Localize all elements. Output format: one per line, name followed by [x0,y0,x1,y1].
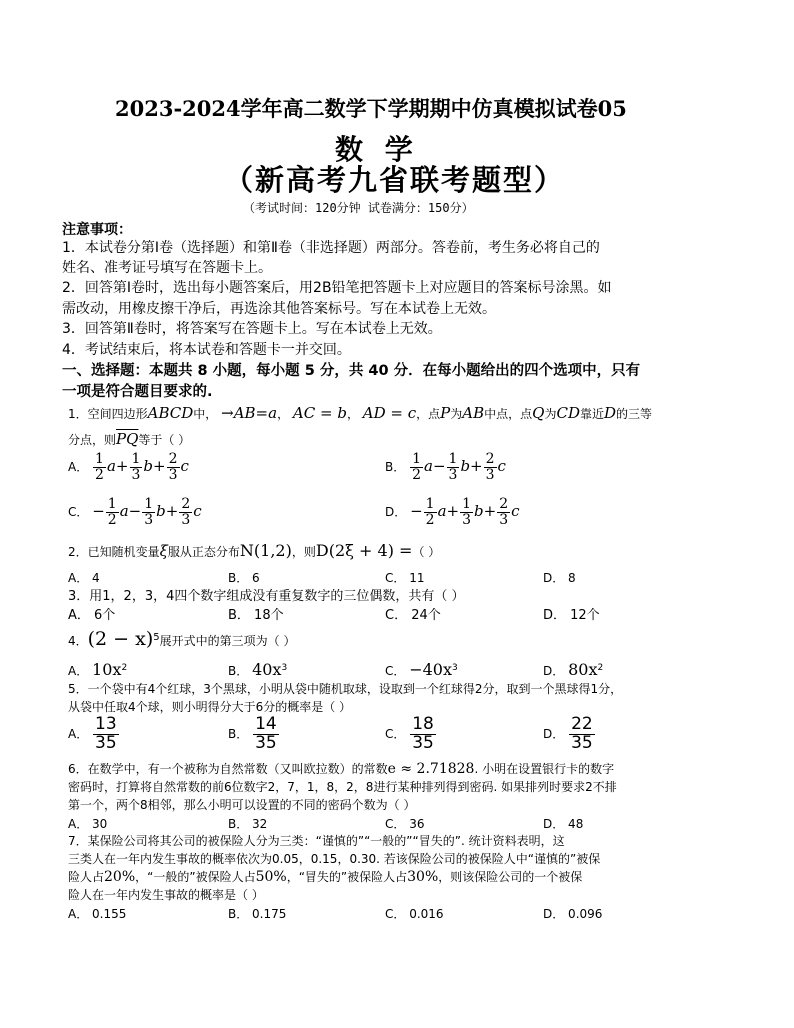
q1-option-a[interactable]: A． $\frac{1}{2}$ a+ $\frac{1}{3}$ b+ $\frac{2}{3}$ c [68,451,189,483]
vector-ac-eq: AC = b [292,404,347,422]
q7-option-a[interactable]: A． 0.155 [68,907,127,921]
q6-option-d[interactable]: D． 48 [543,817,584,831]
q3-option-b[interactable]: B． 18个 [228,608,284,623]
q5-option-a[interactable]: A． $\frac{13}{35}$ [68,714,117,753]
question-6-stem: 6．在数学中，有一个被称为自然常数（又叫欧拉数）的常数e ≈ 2.71828. 小明在设置银行卡的数字 [68,761,615,777]
q6-option-c[interactable]: C． 36 [385,817,425,831]
note-line: 1．本试卷分第Ⅰ卷（选择题）和第Ⅱ卷（非选择题）两部分。答卷前，考生务必将自己的 [62,240,600,256]
question-6-stem-cont: 密码时，打算将自然常数的前6位数字2，7，1，8，2，8进行某种排列得到密码. 如果排列时要求2不排 [68,780,617,794]
q6-option-a[interactable]: A． 30 [68,817,108,831]
exam-info: （考试时间：120分钟 试卷满分：150分） [243,201,474,215]
q4-option-a[interactable]: A． $10x^2$ [68,660,128,679]
q3-option-a[interactable]: A． 6个 [68,608,116,623]
q5-option-d[interactable]: D． $\frac{22}{35}$ [543,714,593,753]
question-1-stem-cont: 分点，则$\overline{PQ}$等于（ ） [68,430,191,448]
q2-option-c[interactable]: C． 11 [385,571,425,585]
question-7-stem: 7．某保险公司将其公司的被保险人分为三类：“谨慎的”“一般的”“冒失的”. 统计资料表明，这 [68,834,565,848]
question-1-stem: 1．空间四边形ABCD中， →AB=a， AC = b， AD = c，点P为AB中点，点Q为CD靠近D的三等 [68,404,653,422]
q1-option-c[interactable]: C． − $\frac{1}{2}$ a− $\frac{1}{3}$ b+ $\frac{2}{3}$ c [68,496,202,528]
question-2-stem: 2．已知随机变量ξ服从正态分布N(1,2)，则D(2ξ + 4) =（ ） [68,541,441,560]
note-line: 3．回答第Ⅱ卷时，将答案写在答题卡上。写在本试卷上无效。 [62,321,442,337]
q7-option-c[interactable]: C． 0.016 [385,907,444,921]
question-7-stem-cont: 三类人在一年内发生事故的概率依次为0.05，0.15，0.30. 若该保险公司的被保险人中“谨慎的”被保 [68,852,601,866]
note-line: 需改动，用橡皮擦干净后，再选涂其他答案标号。写在本试卷上无效。 [62,301,496,317]
q5-option-b[interactable]: B． $\frac{14}{35}$ [228,714,277,753]
question-4-stem: 4．$(2 - x)^5$展开式中的第三项为（ ） [68,628,296,650]
q4-option-b[interactable]: B． $40x^3$ [228,660,288,679]
q1-option-b[interactable]: B． $\frac{1}{2}$ a− $\frac{1}{3}$ b+ $\frac{2}{3}$ c [385,451,506,483]
q2-option-a[interactable]: A． 4 [68,571,100,585]
question-6-stem-cont: 第一个，两个8相邻，那么小明可以设置的不同的密码个数为（ ） [68,798,416,812]
section-heading-cont: 一项是符合题目要求的. [62,384,213,400]
vector-ab-eq: →AB=a [221,404,278,422]
note-line: 4．考试结束后，将本试卷和答题卡一并交回。 [62,342,351,358]
exam-title: 2023-2024学年高二数学下学期期中仿真模拟试卷05 [115,96,627,121]
question-3-stem: 3．用1，2，3，4四个数字组成没有重复数字的三位偶数，共有（ ） [68,589,465,604]
q6-option-b[interactable]: B． 32 [228,817,268,831]
vector-ad-eq: AD = c [362,404,417,422]
note-line: 2．回答第Ⅰ卷时，选出每小题答案后，用2B铅笔把答题卡上对应题目的答案标号涂黑。如 [62,280,612,296]
q2-option-b[interactable]: B． 6 [228,571,260,585]
q4-option-d[interactable]: D． $80x^2$ [543,660,604,679]
q1-option-d[interactable]: D． − $\frac{1}{2}$ a+ $\frac{1}{3}$ b+ $\frac{2}{3}$ c [385,496,520,528]
q7-option-d[interactable]: D． 0.096 [543,907,603,921]
question-7-stem-cont: 险人在一年内发生事故的概率是（ ） [68,888,264,902]
q3-option-d[interactable]: D． 12个 [543,608,600,623]
q3-option-c[interactable]: C． 24个 [385,608,441,623]
q4-option-c[interactable]: C． $-40x^3$ [385,660,458,679]
q5-option-c[interactable]: C． $\frac{18}{35}$ [385,714,434,753]
q7-option-b[interactable]: B． 0.175 [228,907,287,921]
section-heading: 一、选择题：本题共 8 小题，每小题 5 分，共 40 分．在每小题给出的四个选项中，只有 [62,363,641,379]
question-5-stem-cont: 从袋中任取4个球，则小明得分大于6分的概率是（ ） [68,700,352,714]
exam-type-title: （新高考九省联考题型） [224,163,566,197]
subject-title: 数 学 [335,133,419,166]
notes-heading: 注意事项： [62,222,132,238]
question-7-stem-cont: 险人占20%，“一般的”被保险人占50%，“冒失的”被保险人占30%，则该保险公司的一个被保 [68,869,583,885]
question-5-stem: 5．一个袋中有4个红球，3个黑球，小明从袋中随机取球，设取到一个红球得2分，取到一个黑球得1分， [68,682,623,696]
note-line: 姓名、准考证号填写在答题卡上。 [62,260,272,276]
q2-option-d[interactable]: D． 8 [543,571,576,585]
